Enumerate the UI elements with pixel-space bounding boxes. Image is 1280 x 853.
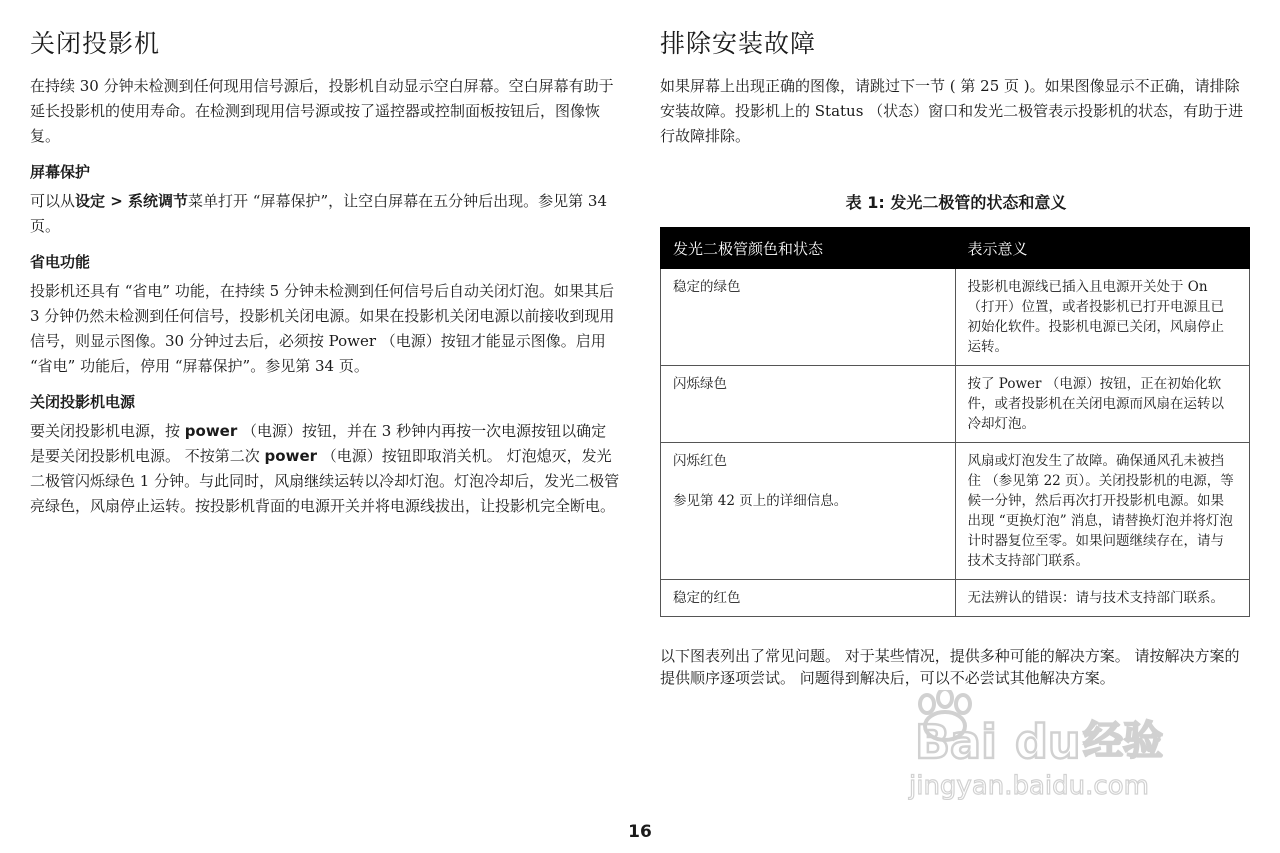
header-meaning: 表示意义	[955, 228, 1250, 269]
led-state-note: 参见第 42 页上的详细信息。	[673, 493, 848, 509]
power-keyword-2: power	[264, 447, 318, 465]
power-save-paragraph: 投影机还具有 “省电” 功能，在持续 5 分钟未检测到任何信号后自动关闭灯泡。如果其后 3 分钟仍然未检测到任何信号，投影机关闭电源。如果在投影机关闭电源以前接收到现用信号，则显示图像。30 分钟过去后，必须按 Power （电源）按钮才能显示图像。启用 “省电” 功能后，停用 “屏幕保护”。参见第 34 页。	[30, 282, 615, 375]
table-header-row	[661, 228, 1250, 269]
right-column	[660, 26, 1252, 689]
svg-text:jingyan.baidu.com: jingyan.baidu.com	[909, 771, 1149, 800]
led-status-table	[660, 227, 1250, 617]
page-number: 16	[628, 822, 652, 842]
screensaver-text-post: 菜单打开 “屏幕保护”，让空白屏幕在五分钟后出现。参见第 34 页。	[30, 192, 607, 235]
header-led-state: 发光二极管颜色和状态	[661, 228, 956, 269]
table-row	[661, 269, 1250, 366]
led-state-cell	[661, 366, 956, 443]
svg-text:经验: 经验	[1083, 718, 1163, 764]
table-row	[661, 366, 1250, 443]
screensaver-heading: 屏幕保护	[30, 163, 91, 181]
meaning-cell: 无法辨认的错误：请与技术支持部门联系。	[955, 580, 1250, 617]
power-off-seg3: （电源）按钮即取消关机。 灯泡熄灭，发光二极管闪烁绿色 1 分钟。与此同时，风扇继续运转以冷却灯泡。灯泡冷却后，发光二极管亮绿色，风扇停止运转。按投影机背面的电源开关并将电源线拔出，让投影机完全断电。	[30, 447, 620, 515]
led-state-text: 闪烁红色	[673, 453, 727, 469]
meaning-cell: 风扇或灯泡发生了故障。确保通风孔未被挡住 （参见第 22 页）。关闭投影机的电源，等候一分钟，然后再次打开投影机电源。如果出现 “更换灯泡” 消息，请替换灯泡并将灯泡计时器复位至零。如果问题继续存在，请与技术支持部门联系。	[955, 443, 1250, 580]
power-off-seg2: （电源）按钮，并在 3 秒钟内再按一次电源按钮以确定是要关闭投影机电源。 不按第二次	[30, 422, 607, 465]
common-problems-paragraph: 以下图表列出了常见问题。 对于某些情况，提供多种可能的解决方案。 请按解决方案的提供顺序逐项尝试。 问题得到解决后，可以不必尝试其他解决方案。	[660, 647, 1240, 687]
blank-screen-paragraph: 在持续 30 分钟未检测到任何现用信号源后，投影机自动显示空白屏幕。空白屏幕有助于延长投影机的使用寿命。在检测到现用信号源或按了遥控器或控制面板按钮后，图像恢复。	[30, 77, 614, 145]
meaning-cell: 按了 Power （电源）按钮，正在初始化软件，或者投影机在关闭电源而风扇在运转以冷却灯泡。	[955, 366, 1250, 443]
screensaver-paragraph	[30, 189, 620, 239]
svg-text:Bai: Bai	[915, 715, 997, 769]
screensaver-text-pre: 可以从	[30, 192, 76, 210]
left-column	[30, 26, 620, 519]
power-off-seg1: 要关闭投影机电源，按	[30, 422, 185, 440]
led-state-cell	[661, 269, 956, 366]
table-row	[661, 443, 1250, 580]
table-title: 表 1: 发光二极管的状态和意义	[845, 193, 1067, 212]
section-title-troubleshooting: 排除安装故障	[660, 29, 817, 58]
meaning-cell: 投影机电源线已插入且电源开关处于 On （打开）位置，或者投影机已打开电源且已初始化软件。投影机电源已关闭，风扇停止运转。	[955, 269, 1250, 366]
menu-path-text: 设定 > 系统调节	[75, 192, 189, 210]
baidu-jingyan-watermark	[905, 690, 1225, 800]
svg-text:du: du	[1015, 715, 1081, 769]
troubleshooting-intro: 如果屏幕上出现正确的图像，请跳过下一节 ( 第 25 页 )。如果图像显示不正确，请排除安装故障。投影机上的 Status （状态）窗口和发光二极管表示投影机的状态，有助于进行故障排除。	[660, 77, 1244, 145]
led-state-cell	[661, 443, 956, 580]
power-save-heading: 省电功能	[30, 253, 91, 271]
led-state-text: 稳定的绿色	[673, 279, 741, 295]
section-title-power-off: 关闭投影机	[30, 29, 161, 58]
power-off-paragraph	[30, 419, 620, 519]
table-row	[661, 580, 1250, 617]
led-state-cell	[661, 580, 956, 617]
led-state-text: 闪烁绿色	[673, 376, 727, 392]
power-off-heading: 关闭投影机电源	[30, 393, 136, 411]
led-state-text: 稳定的红色	[673, 590, 741, 606]
power-keyword-1: power	[184, 422, 238, 440]
